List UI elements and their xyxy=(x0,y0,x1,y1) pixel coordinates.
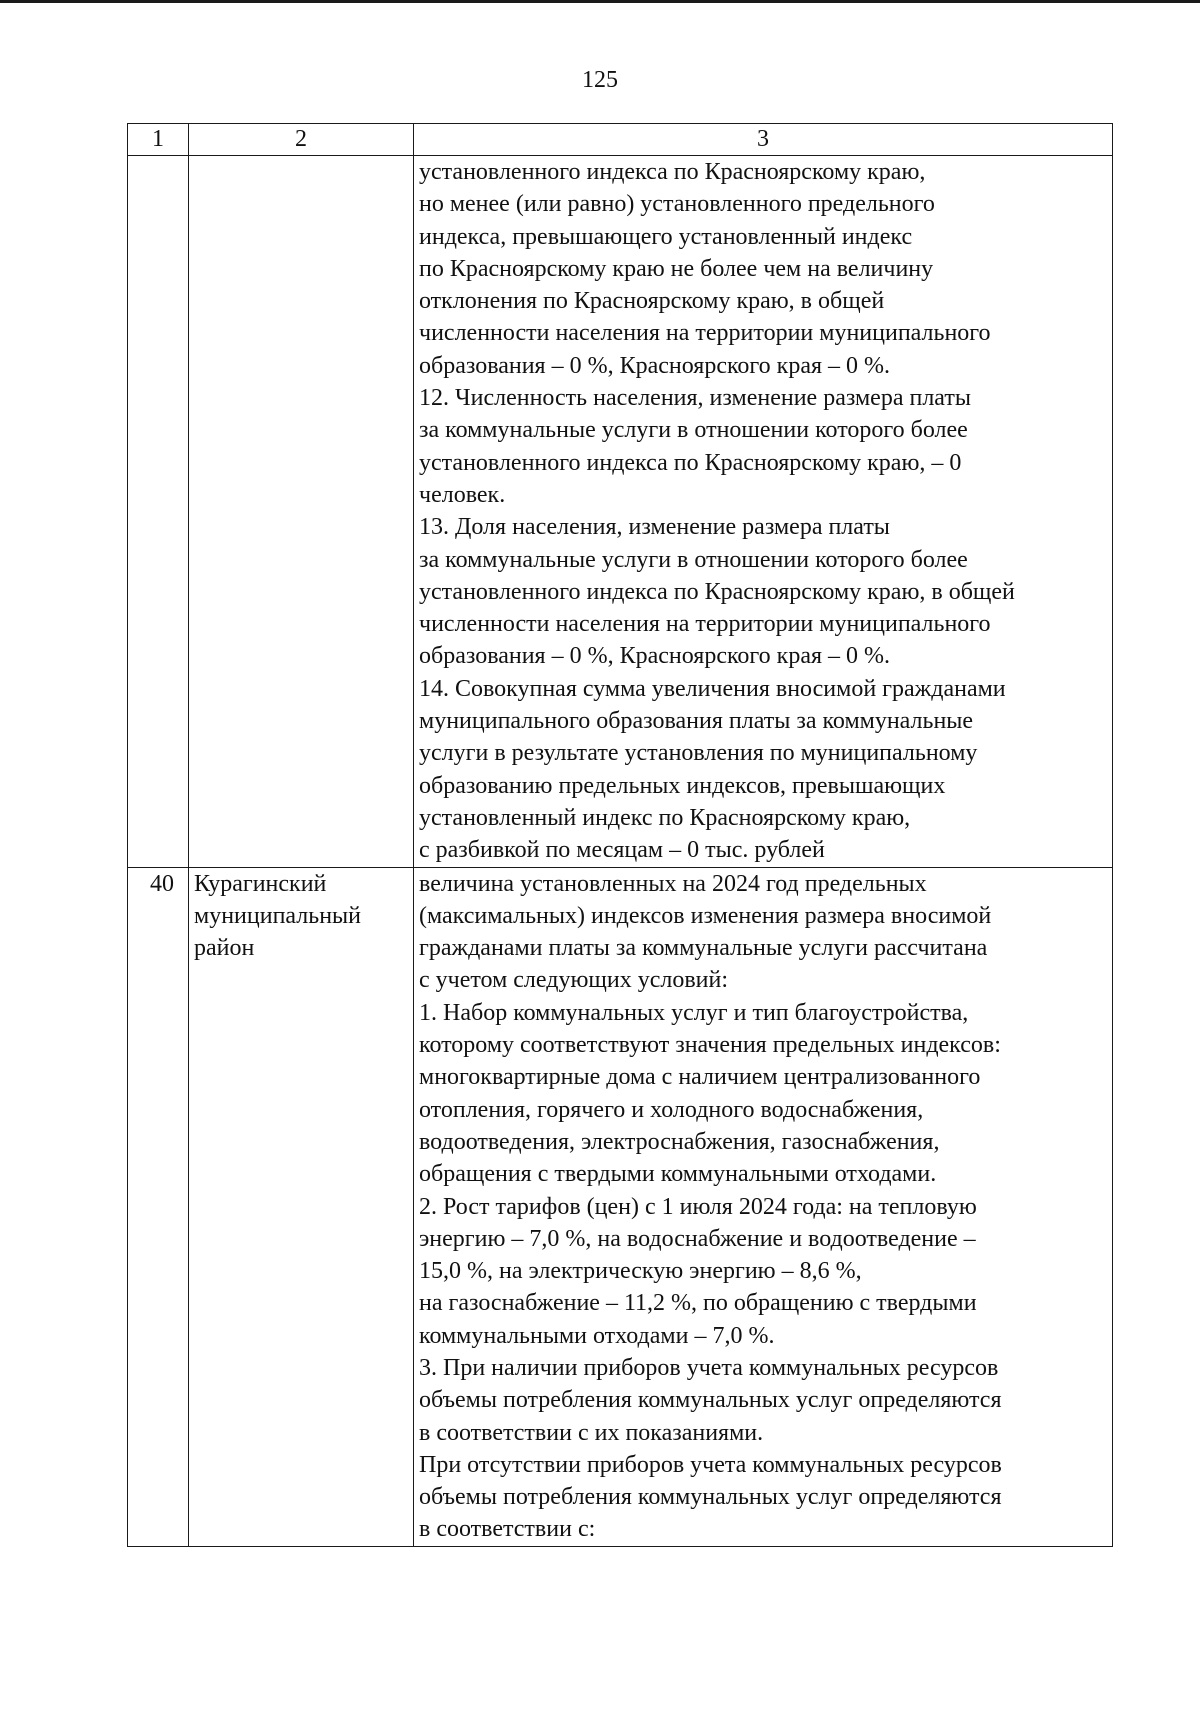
table-row xyxy=(128,867,1113,1546)
text-line: обращения с твердыми коммунальными отходами. xyxy=(419,1161,937,1188)
row-number-cell: 40 xyxy=(128,867,189,1546)
text-line: установленного индекса по Красноярскому краю, xyxy=(419,159,926,185)
municipality-name-cell xyxy=(189,867,414,1546)
text-line: 14. Совокупная сумма увеличения вносимой гражданами xyxy=(419,675,1006,702)
text-line: численности населения на территории муниципального xyxy=(419,611,991,638)
text-line: 12. Численность населения, изменение размера платы xyxy=(419,385,971,412)
name-line: муниципальный xyxy=(194,902,362,929)
text-line: индекса, превышающего установленный индекс xyxy=(419,223,913,250)
header-col-3: 3 xyxy=(414,124,1113,156)
row-number-cell xyxy=(128,156,189,868)
text-line: на газоснабжение – 11,2 %, по обращению с твердыми xyxy=(419,1290,977,1317)
text-line: 1. Набор коммунальных услуг и тип благоустройства, xyxy=(419,999,969,1026)
text-line: (максимальных) индексов изменения размера вносимой xyxy=(419,902,992,929)
text-line: При отсутствии приборов учета коммунальных ресурсов xyxy=(419,1451,1002,1478)
text-line: 13. Доля населения, изменение размера платы xyxy=(419,514,890,541)
header-col-2: 2 xyxy=(189,124,414,156)
text-line: установленного индекса по Красноярскому краю, – 0 xyxy=(419,449,962,476)
text-line: водоотведения, электроснабжения, газоснабжения, xyxy=(419,1128,940,1155)
text-line: с учетом следующих условий: xyxy=(419,967,729,994)
text-line: отклонения по Красноярскому краю, в общей xyxy=(419,288,885,315)
text-line: в соответствии с их показаниями. xyxy=(419,1419,764,1446)
text-line: 3. При наличии приборов учета коммунальных ресурсов xyxy=(419,1354,999,1381)
conditions-text-cell xyxy=(414,156,1113,868)
page-number: 125 xyxy=(582,67,618,93)
text-line: объемы потребления коммунальных услуг определяются xyxy=(419,1484,1002,1511)
text-line: в соответствии с: xyxy=(419,1516,596,1543)
text-line: энергию – 7,0 %, на водоснабжение и водоотведение – xyxy=(419,1225,976,1252)
text-line: 2. Рост тарифов (цен) с 1 июля 2024 года: на тепловую xyxy=(419,1193,977,1220)
conditions-text-cell xyxy=(414,867,1113,1546)
table-header-row xyxy=(128,124,1113,156)
text-line: образования – 0 %, Красноярского края – 0 %. xyxy=(419,643,891,670)
text-line: объемы потребления коммунальных услуг определяются xyxy=(419,1387,1002,1414)
header-col-1: 1 xyxy=(128,124,189,156)
text-line: образованию предельных индексов, превышающих xyxy=(419,772,946,799)
table-row xyxy=(128,156,1113,868)
text-line: человек. xyxy=(419,481,506,508)
text-line: численности населения на территории муниципального xyxy=(419,320,991,347)
text-line: услуги в результате установления по муниципальному xyxy=(419,740,978,767)
text-line: коммунальными отходами – 7,0 %. xyxy=(419,1322,775,1349)
text-line: которому соответствуют значения предельных индексов: xyxy=(419,1032,1001,1059)
text-line: за коммунальные услуги в отношении которого более xyxy=(419,546,968,573)
text-line: муниципального образования платы за коммунальные xyxy=(419,708,974,735)
text-line: по Красноярскому краю не более чем на величину xyxy=(419,255,934,282)
text-line: образования – 0 %, Красноярского края – 0 %. xyxy=(419,352,891,379)
text-line: гражданами платы за коммунальные услуги рассчитана xyxy=(419,935,988,962)
text-line: установленный индекс по Красноярскому краю, xyxy=(419,804,911,831)
text-line: за коммунальные услуги в отношении которого более xyxy=(419,417,968,444)
text-line: с разбивкой по месяцам – 0 тыс. рублей xyxy=(419,837,825,864)
text-line: многоквартирные дома с наличием централизованного xyxy=(419,1064,981,1091)
scan-top-edge xyxy=(0,0,1200,3)
text-line: установленного индекса по Красноярскому краю, в общей xyxy=(419,578,1015,605)
name-line: Курагинский xyxy=(194,870,327,897)
document-table xyxy=(127,123,1113,1547)
text-line: величина установленных на 2024 год предельных xyxy=(419,870,927,897)
name-line: район xyxy=(194,935,255,962)
municipality-name-cell xyxy=(189,156,414,868)
text-line: отопления, горячего и холодного водоснабжения, xyxy=(419,1096,924,1123)
text-line: но менее (или равно) установленного предельного xyxy=(419,191,935,218)
text-line: 15,0 %, на электрическую энергию – 8,6 %, xyxy=(419,1258,862,1285)
